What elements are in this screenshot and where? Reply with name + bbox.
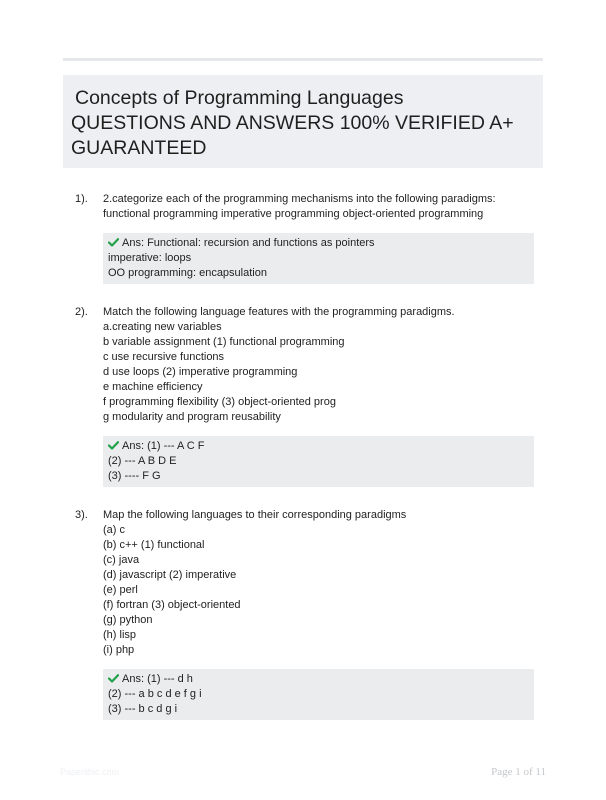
- answer-line: (3) --- b c d g i: [108, 703, 178, 715]
- question-line: (a) c: [103, 524, 125, 536]
- answer-line: (2) --- A B D E: [108, 455, 177, 467]
- document-title-line-1: Concepts of Programming Languages: [75, 87, 404, 109]
- answer-line: [108, 236, 529, 251]
- answer-box-2: [103, 436, 534, 487]
- question-line: (g) python: [103, 614, 153, 626]
- check-icon: [108, 238, 119, 247]
- answer-line: (2) --- a b c d e f g i: [108, 688, 202, 700]
- question-line: a.creating new variables: [103, 321, 222, 333]
- question-line: (c) java: [103, 554, 140, 566]
- question-line: Match the following language features with the programming paradigms.: [103, 306, 455, 318]
- question-line: (h) lisp: [103, 629, 137, 641]
- check-icon: [108, 441, 119, 450]
- question-line: Map the following languages to their corresponding paradigms: [103, 509, 407, 521]
- question-line: b variable assignment (1) functional programming: [103, 336, 345, 348]
- question-line: (e) perl: [103, 584, 138, 596]
- answer-line: [108, 439, 529, 454]
- question-number: 2).: [75, 306, 88, 318]
- footer-watermark: Paperlibic.com: [60, 767, 120, 777]
- document-title-box: [63, 75, 543, 168]
- question-line: f programming flexibility (3) object-oriented prog: [103, 396, 336, 408]
- answer-box-3: [103, 669, 534, 720]
- answer-line: OO programming: encapsulation: [108, 267, 267, 279]
- question-line: (i) php: [103, 644, 135, 656]
- answer-line: imperative: loops: [108, 252, 192, 264]
- question-line: c use recursive functions: [103, 351, 225, 363]
- question-text: [103, 192, 523, 222]
- answer-text: Ans: (1) --- d h: [122, 673, 193, 685]
- question-line: (d) javascript (2) imperative: [103, 569, 237, 581]
- answer-line: (3) ---- F G: [108, 470, 161, 482]
- question-line: e machine efficiency: [103, 381, 203, 393]
- check-icon: [108, 674, 119, 683]
- answer-text: Ans: Functional: recursion and functions as pointers: [122, 237, 375, 249]
- question-number: 3).: [75, 509, 88, 521]
- answer-box-1: [103, 233, 534, 284]
- question-line: (b) c++ (1) functional: [103, 539, 205, 551]
- question-text: [103, 508, 523, 658]
- question-line: 2.categorize each of the programming mechanisms into the following paradigms:: [103, 193, 496, 205]
- question-line: functional programming imperative programming object-oriented programming: [103, 208, 484, 220]
- question-line: d use loops (2) imperative programming: [103, 366, 298, 378]
- question-line: (f) fortran (3) object-oriented: [103, 599, 241, 611]
- question-line: g modularity and program reusability: [103, 411, 281, 423]
- document-title-line-2: QUESTIONS AND ANSWERS 100% VERIFIED A+: [71, 112, 514, 134]
- answer-text: Ans: (1) --- A C F: [122, 440, 205, 452]
- question-number: 1).: [75, 193, 88, 205]
- answer-line: [108, 672, 529, 687]
- top-divider: [63, 58, 543, 61]
- question-text: [103, 305, 523, 425]
- document-title-line-3: GUARANTEED: [71, 137, 207, 159]
- page-number: Page 1 of 11: [491, 766, 546, 778]
